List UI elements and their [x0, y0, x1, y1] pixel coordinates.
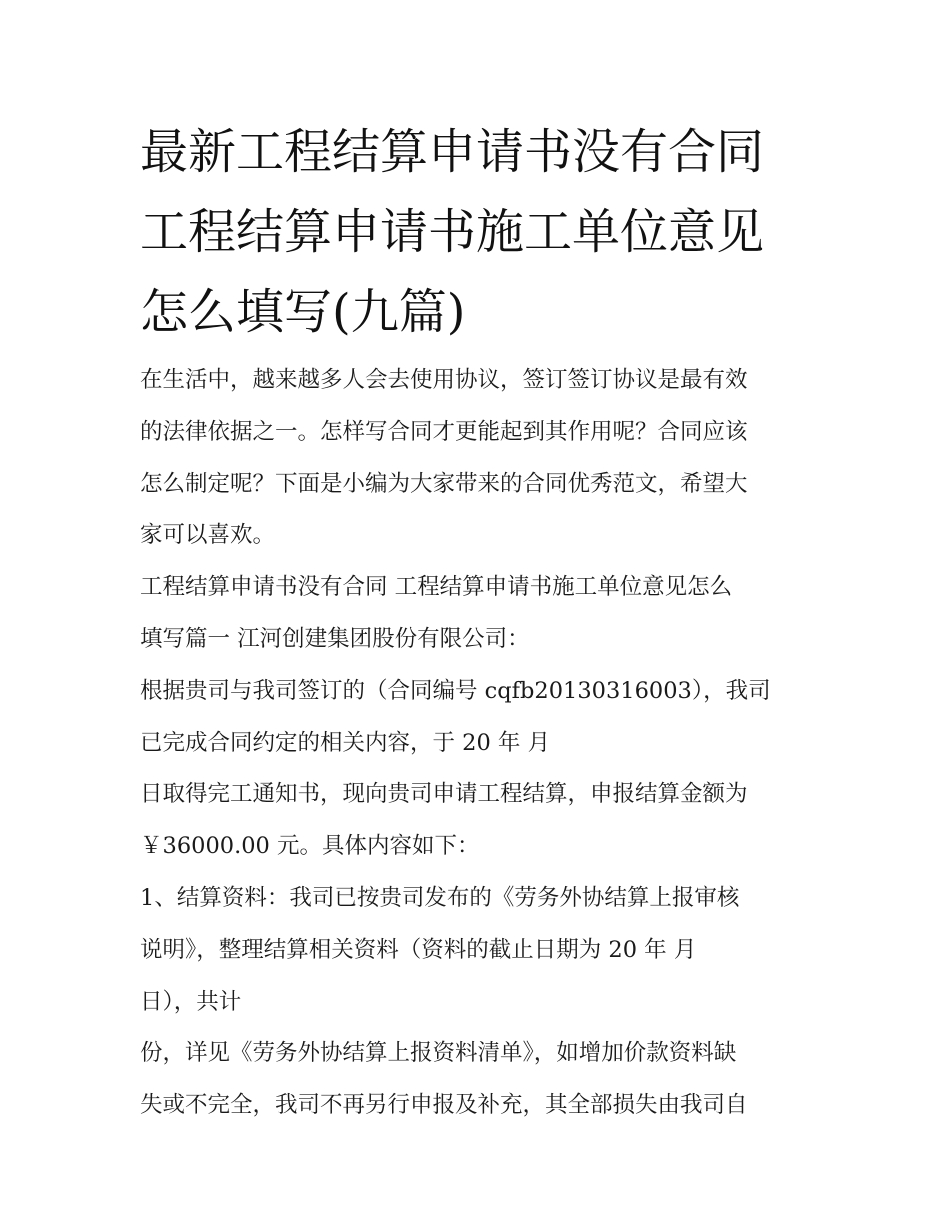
body-line: 日取得完工通知书，现向贵司申请工程结算，申报结算金额为	[140, 781, 748, 808]
document-title	[140, 112, 820, 352]
body-line: 根据贵司与我司签订的（合同编号 cqfb20130316003），我司	[140, 677, 771, 704]
body-line: ￥36000.00 元。具体内容如下：	[140, 833, 480, 860]
body-line: 说明》，整理结算相关资料（资料的截止日期为 20 年 月	[140, 936, 697, 963]
body-line: 日），共计	[140, 988, 242, 1015]
body-line: 1、结算资料：我司已按贵司发布的《劳务外协结算上报审核	[140, 884, 740, 911]
body-line: 份，详见《劳务外协结算上报资料清单》，如增加价款资料缺	[140, 1040, 737, 1067]
body-line: 工程结算申请书没有合同 工程结算申请书施工单位意见怎么	[140, 574, 733, 601]
body-line: 填写篇一 江河创建集团股份有限公司：	[140, 625, 530, 652]
body-line: 已完成合同约定的相关内容，于 20 年 月	[140, 729, 551, 756]
document-body	[140, 355, 830, 1132]
title-line: 最新工程结算申请书没有合同	[140, 124, 765, 180]
body-line: 家可以喜欢。	[140, 522, 276, 549]
body-line: 怎么制定呢？下面是小编为大家带来的合同优秀范文，希望大	[140, 470, 748, 497]
title-line: 工程结算申请书施工单位意见	[140, 204, 765, 260]
body-line: 失或不完全，我司不再另行申报及补充，其全部损失由我司自	[140, 1092, 748, 1119]
title-line: 怎么填写(九篇)	[140, 284, 466, 340]
body-line: 的法律依据之一。怎样写合同才更能起到其作用呢？合同应该	[140, 418, 748, 445]
body-line: 在生活中，越来越多人会去使用协议，签订签订协议是最有效	[140, 367, 748, 393]
